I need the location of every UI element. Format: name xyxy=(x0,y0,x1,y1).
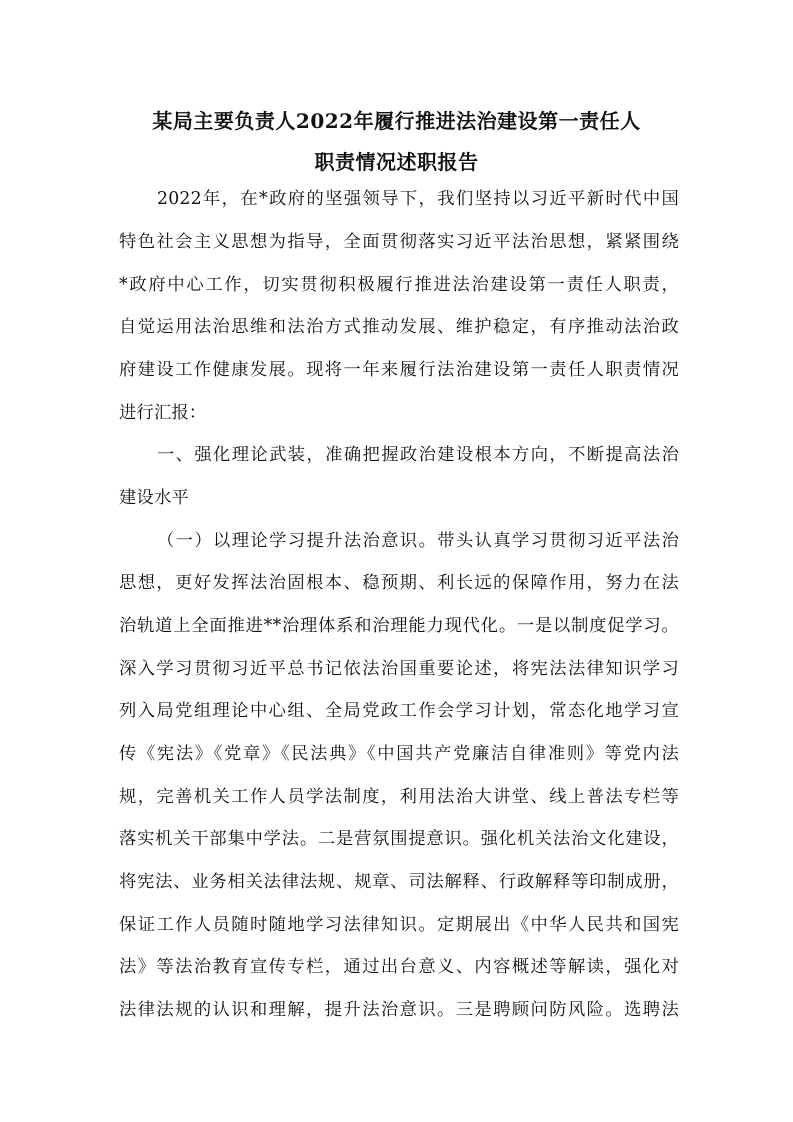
paragraph-line: 特色社会主义思想为指导，全面贯彻落实习近平法治思想，紧紧围绕 xyxy=(119,232,679,252)
paragraph-line: 列入局党组理论中心组、全局党政工作会学习计划，常态化地学习宣 xyxy=(119,701,679,721)
paragraph-line: 2022年，在*政府的坚强领导下，我们坚持以习近平新时代中国 xyxy=(157,189,679,209)
paragraph-line: 保证工作人员随时随地学习法律知识。定期展出《中华人民共和国宪 xyxy=(119,915,679,935)
paragraph-line: 进行汇报： xyxy=(119,403,207,423)
paragraph-line: （一）以理论学习提升法治意识。带头认真学习贯彻习近平法治 xyxy=(157,531,679,551)
paragraph-line: 落实机关干部集中学法。二是营氛围提意识。强化机关法治文化建设， xyxy=(119,829,679,849)
section-heading-line: 建设水平 xyxy=(119,488,189,508)
paragraph-line: 法》等法治教育宣传专栏，通过出台意义、内容概述等解读，强化对 xyxy=(119,957,679,977)
paragraph-line: 规，完善机关工作人员学法制度，利用法治大讲堂、线上普法专栏等 xyxy=(119,787,679,807)
document-title-line-1: 某局主要负责人2022年履行推进法治建设第一责任人 xyxy=(152,109,641,133)
paragraph-line: 法律法规的认识和理解，提升法治意识。三是聘顾问防风险。选聘法 xyxy=(119,1000,679,1020)
paragraph-line: 府建设工作健康发展。现将一年来履行法治建设第一责任人职责情况 xyxy=(119,360,679,380)
paragraph-line: 思想，更好发挥法治固根本、稳预期、利长远的保障作用，努力在法 xyxy=(119,573,679,593)
paragraph-line: 治轨道上全面推进**治理体系和治理能力现代化。一是以制度促学习。 xyxy=(119,616,679,636)
paragraph-line: 深入学习贯彻习近平总书记依法治国重要论述，将宪法法律知识学习 xyxy=(119,659,679,679)
document-title-line-2: 职责情况述职报告 xyxy=(314,150,479,174)
paragraph-line: 将宪法、业务相关法律法规、规章、司法解释、行政解释等印制成册， xyxy=(119,872,679,892)
paragraph-line: *政府中心工作，切实贯彻积极履行推进法治建设第一责任人职责， xyxy=(119,275,679,295)
section-heading-line: 一、强化理论武装，准确把握政治建设根本方向，不断提高法治 xyxy=(157,445,679,465)
paragraph-line: 传《宪法》《党章》《民法典》《中国共产党廉洁自律准则》等党内法 xyxy=(119,744,679,764)
paragraph-line: 自觉运用法治思维和法治方式推动发展、维护稳定，有序推动法治政 xyxy=(119,317,679,337)
